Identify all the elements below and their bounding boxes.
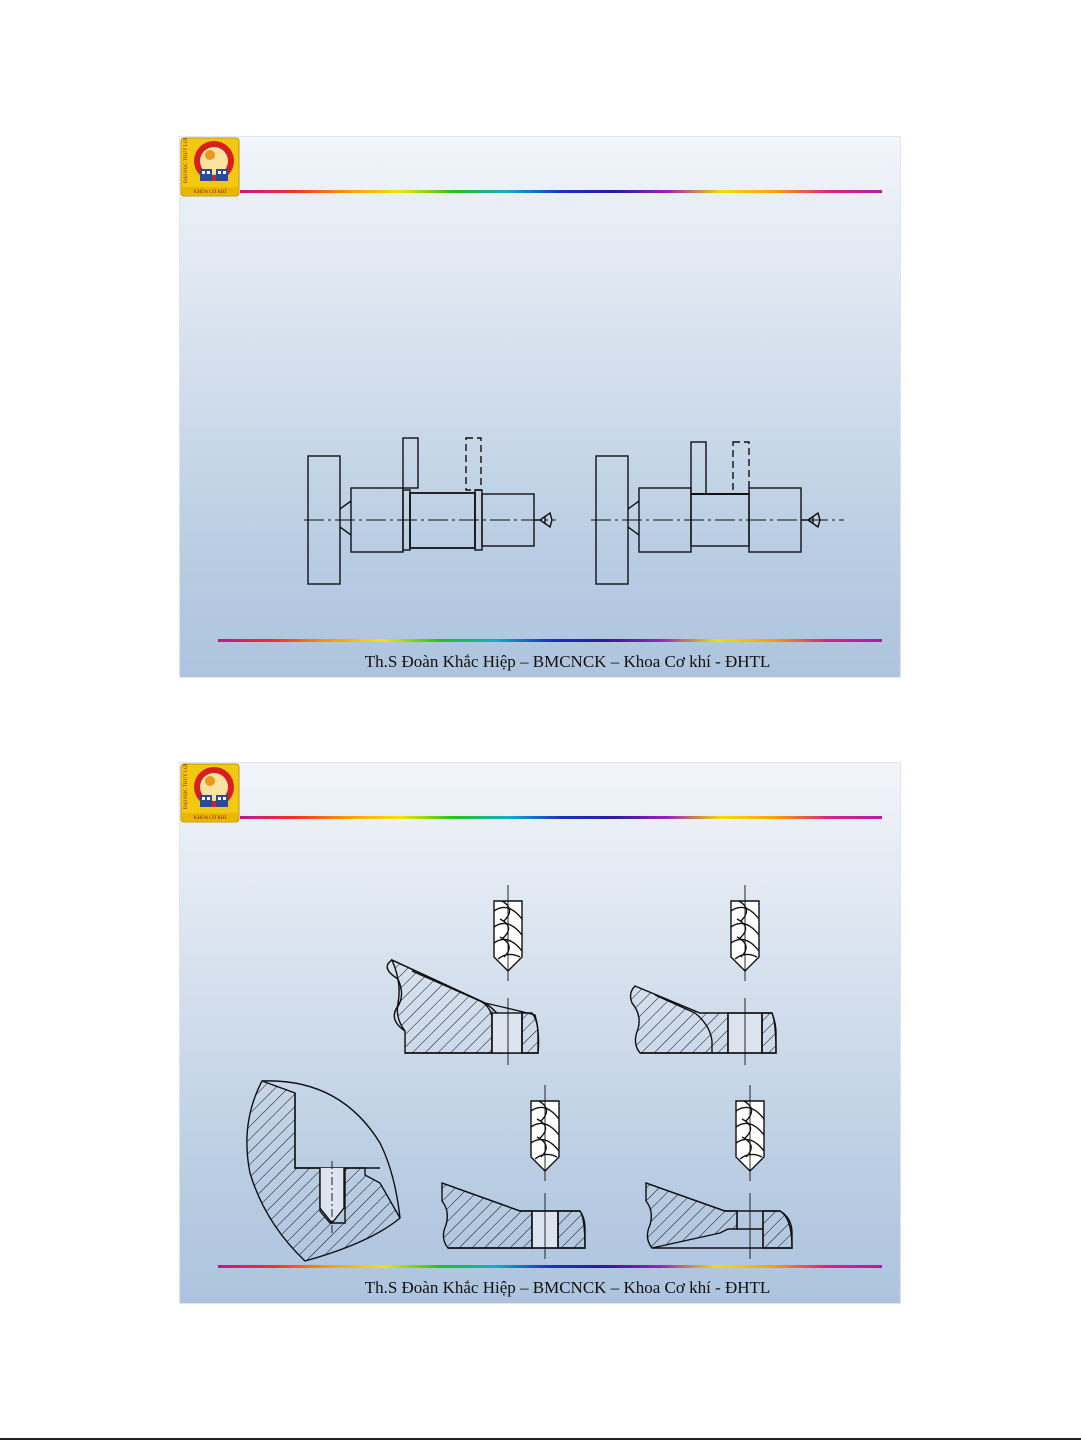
drilling-case-3 <box>247 1081 400 1261</box>
drill-bit-icon <box>494 885 522 981</box>
drill-bit-icon <box>531 1085 559 1181</box>
lathe-setup-right <box>591 442 844 584</box>
drill-bit-icon <box>731 885 759 981</box>
lathe-turning-diagram <box>180 137 900 677</box>
cutting-tool-right <box>691 442 706 494</box>
drilling-case-2 <box>631 885 776 1065</box>
tool-dashed-position-left <box>466 438 481 490</box>
drilling-diagram <box>180 763 900 1303</box>
tool-dashed-position-right <box>733 442 749 494</box>
drilling-case-4 <box>442 1085 585 1259</box>
drill-bit-icon <box>736 1085 764 1181</box>
footer-rainbow-line <box>218 639 882 642</box>
logo-side-text: ĐẠI HỌC THUỶ LỢI <box>184 137 189 183</box>
slide-footer: Th.S Đoàn Khắc Hiệp – BMCNCK – Khoa Cơ khí - ĐHTL <box>364 652 771 671</box>
slide-footer: Th.S Đoàn Khắc Hiệp – BMCNCK – Khoa Cơ khí - ĐHTL <box>364 1278 771 1297</box>
drilling-case-1 <box>387 885 538 1065</box>
logo-bottom-text: KHOA CƠ KHÍ <box>193 816 227 821</box>
logo-side-text: ĐẠI HỌC THUỶ LỢI <box>184 763 189 809</box>
slide-2 <box>180 763 900 1303</box>
logo-bottom-text: KHOA CƠ KHÍ <box>193 190 227 195</box>
cutting-tool-left <box>403 438 418 488</box>
lathe-setup-left <box>304 438 556 584</box>
footer-rainbow-line <box>218 1265 882 1268</box>
page-bottom-rule <box>0 1438 1081 1440</box>
drilling-case-5 <box>646 1085 792 1259</box>
chuck-jaw-left <box>340 501 351 535</box>
slide-1 <box>180 137 900 677</box>
